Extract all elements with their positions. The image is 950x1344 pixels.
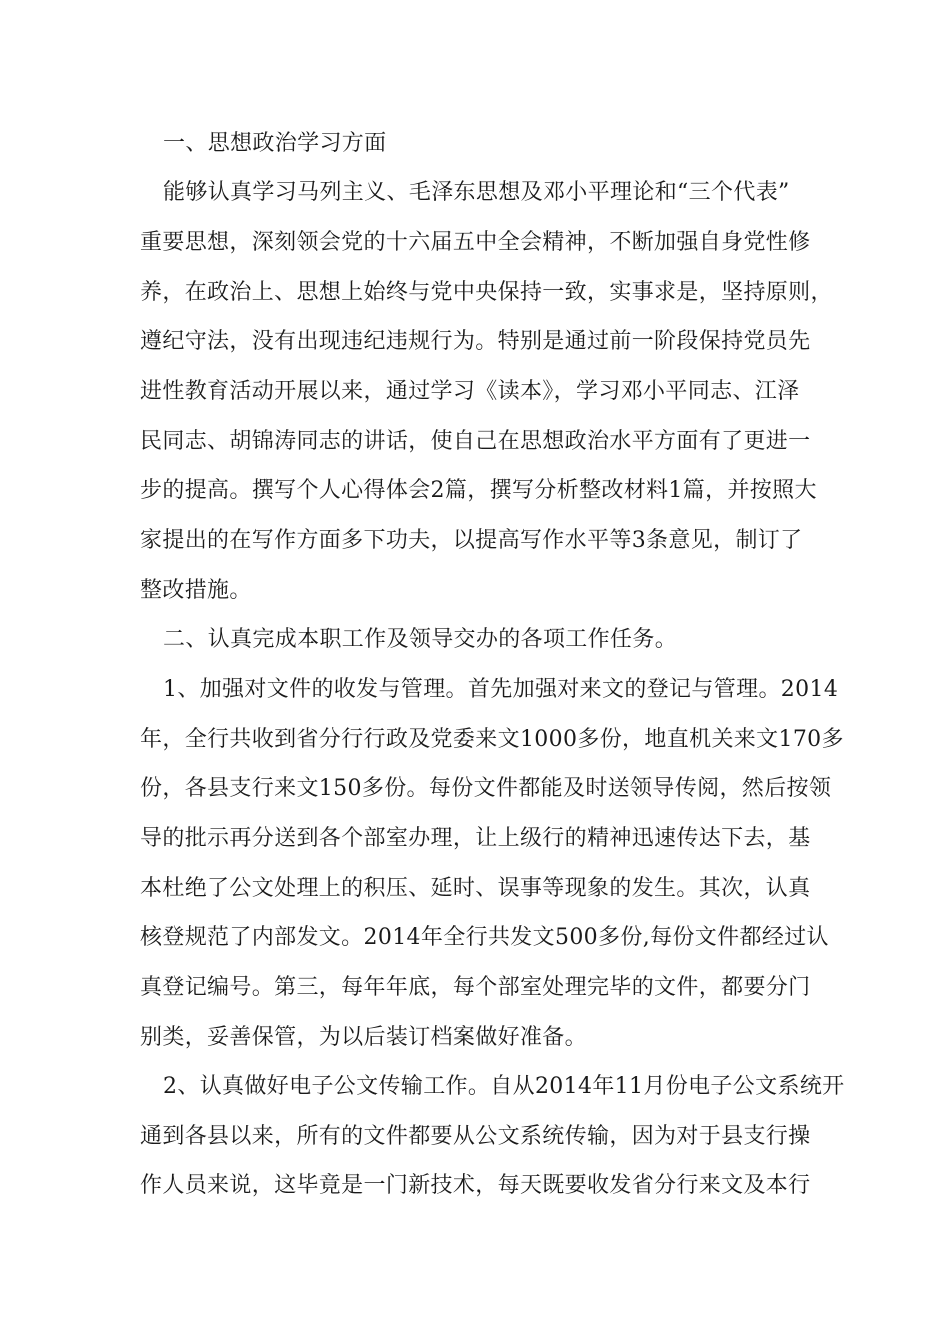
paragraph-line: 通到各县以来，所有的文件都要从公文系统传输，因为对于县支行操: [140, 1124, 811, 1149]
paragraph-line: 重要思想，深刻领会党的十六届五中全会精神，不断加强自身党性修: [140, 230, 811, 255]
paragraph-line: 导的批示再分送到各个部室办理，让上级行的精神迅速传达下去，基: [140, 826, 811, 851]
paragraph-line: 进性教育活动开展以来，通过学习《读本》，学习邓小平同志、江泽: [140, 379, 800, 404]
paragraph-line: 份，各县支行来文150多份。每份文件都能及时送领导传阅，然后按领: [140, 776, 832, 801]
paragraph-line: 核登规范了内部发文。2014年全行共发文500多份,每份文件都经过认: [140, 925, 829, 950]
paragraph-line: 遵纪守法，没有出现违纪违规行为。特别是通过前一阶段保持党员先: [140, 329, 811, 354]
paragraph-line: 本杜绝了公文处理上的积压、延时、误事等现象的发生。其次，认真: [140, 876, 811, 901]
paragraph-line: 别类，妥善保管，为以后装订档案做好准备。: [140, 1025, 588, 1050]
paragraph-line: 步的提高。撰写个人心得体会2篇，撰写分析整改材料1篇，并按照大: [140, 478, 817, 503]
paragraph-line: 1、加强对文件的收发与管理。首先加强对来文的登记与管理。2014: [163, 677, 839, 702]
paragraph-line: 家提出的在写作方面多下功夫，以提高写作水平等3条意见，制订了: [140, 528, 803, 553]
paragraph-line: 养，在政治上、思想上始终与党中央保持一致，实事求是，坚持原则，: [140, 280, 833, 305]
paragraph-line: 真登记编号。第三，每年年底，每个部室处理完毕的文件，都要分门: [140, 975, 811, 1000]
paragraph-line: 能够认真学习马列主义、毛泽东思想及邓小平理论和“三个代表”: [163, 180, 790, 205]
paragraph-line: 2、认真做好电子公文传输工作。自从2014年11月份电子公文系统开: [163, 1074, 845, 1099]
paragraph-line: 作人员来说，这毕竟是一门新技术，每天既要收发省分行来文及本行: [140, 1173, 811, 1198]
section-heading-1: 一、思想政治学习方面: [163, 131, 387, 156]
paragraph-line: 整改措施。: [140, 578, 252, 603]
paragraph-line: 年，全行共收到省分行行政及党委来文1000多份，地直机关来文170多: [140, 727, 844, 752]
paragraph-line: 民同志、胡锦涛同志的讲话，使自己在思想政治水平方面有了更进一: [140, 429, 811, 454]
section-heading-2: 二、认真完成本职工作及领导交办的各项工作任务。: [163, 627, 678, 652]
